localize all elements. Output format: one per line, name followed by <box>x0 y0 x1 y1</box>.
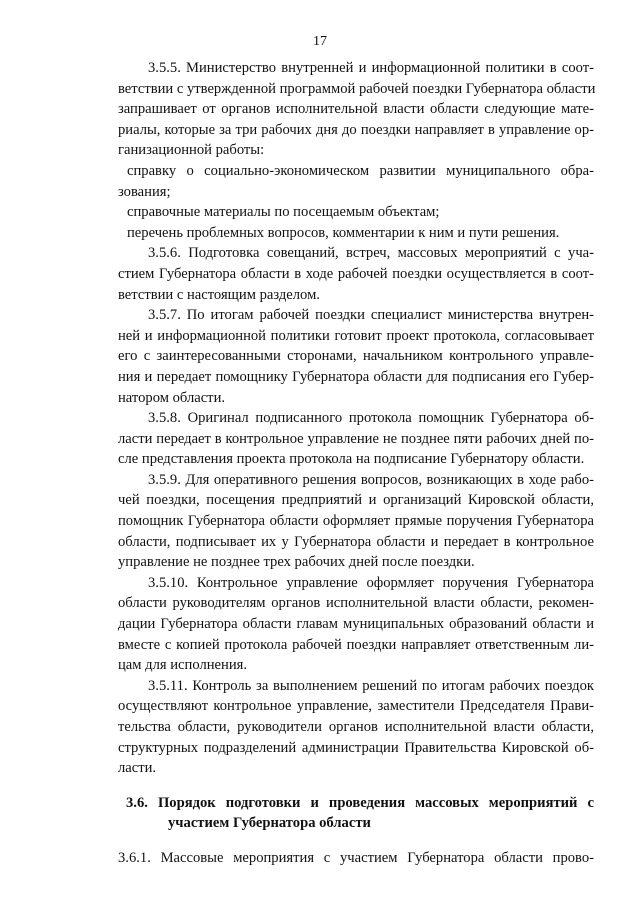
list-item <box>118 161 594 202</box>
text-line: справочные материалы по посещаемым объектам; <box>127 204 440 221</box>
text-line: 3.5.11. Контроль за выполнением решений по итогам рабочих поездок <box>148 677 594 694</box>
text-line: ветствии с настоящим разделом. <box>118 286 320 303</box>
text-line: перечень проблемных вопросов, комментарии к ним и пути решения. <box>127 224 560 241</box>
section-heading-3-6 <box>118 793 594 834</box>
text-line: 3.5.9. Для оперативного решения вопросов, возникающих в ходе рабо- <box>148 471 594 488</box>
text-line: 3.5.7. По итогам рабочей поездки специалист министерства внутрен- <box>148 307 594 324</box>
document-body <box>118 58 594 869</box>
list-item <box>118 223 594 244</box>
text-line: риалы, которые за три рабочих дня до поездки направляет в управление ор- <box>118 121 594 138</box>
spacer <box>118 834 594 848</box>
text-line: дации Губернатора области главам муниципальных образований области и <box>118 616 594 633</box>
text-line: ганизационной работы: <box>118 142 265 159</box>
heading-line: 3.6. Порядок подготовки и проведения массовых мероприятий с <box>126 794 594 811</box>
text-line: структурных подразделений администрации Правительства Кировской об- <box>118 739 594 756</box>
text-line: ласти. <box>118 760 157 777</box>
text-line: области руководителям органов исполнительной власти области, рекомен- <box>118 595 594 612</box>
text-line: тельства области, руководители органов исполнительной власти области, <box>118 719 594 735</box>
text-line: ласти передает в контрольное управление не позднее пяти рабочих дней по- <box>118 430 594 447</box>
text-line: помощник Губернатора области оформляет прямые поручения Губернатора <box>118 513 594 530</box>
paragraph-3-5-10 <box>118 573 594 676</box>
paragraph-3-5-7 <box>118 305 594 408</box>
page-number: 17 <box>313 34 327 49</box>
text-line: ния и передает помощнику Губернатора области для подписания его Губер- <box>118 368 594 385</box>
paragraph-3-6-1 <box>118 848 594 869</box>
text-line: 3.5.5. Министерство внутренней и информационной политики в соот- <box>148 60 594 76</box>
text-line: 3.5.8. Оригинал подписанного протокола помощник Губернатора об- <box>148 410 594 427</box>
paragraph-3-5-6 <box>118 243 594 305</box>
text-line: управление не позднее трех рабочих дней после поездки. <box>118 554 475 571</box>
text-line: зования; <box>118 183 171 200</box>
text-line: ней и информационной политики готовит проект протокола, согласовывает <box>118 327 594 344</box>
text-line: 3.6.1. Массовые мероприятия с участием Губернатора области прово- <box>118 849 594 866</box>
text-line: сле представления проекта протокола на подписание Губернатору области. <box>118 451 585 468</box>
text-line: цам для исполнения. <box>118 657 247 674</box>
paragraph-3-5-8 <box>118 408 594 470</box>
heading-line: участием Губернатора области <box>168 815 371 832</box>
paragraph-3-5-5 <box>118 58 594 161</box>
paragraph-3-5-9 <box>118 470 594 573</box>
text-line: 3.5.6. Подготовка совещаний, встреч, массовых мероприятий с уча- <box>148 245 594 262</box>
text-line: натором области. <box>118 389 226 406</box>
text-line: 3.5.10. Контрольное управление оформляет поручения Губернатора <box>148 574 594 591</box>
list-item <box>118 202 594 223</box>
text-line: ветствии с утвержденной программой рабочей поездки Губернатора области <box>118 80 596 97</box>
text-line: его с заинтересованными сторонами, начальником контрольного управле- <box>118 348 594 365</box>
text-line: осуществляют контрольное управление, заместители Председателя Прави- <box>118 698 594 715</box>
text-line: запрашивает от органов исполнительной власти области следующие мате- <box>118 101 594 118</box>
text-line: области, подписывает их у Губернатора области и передает в контрольное <box>118 533 594 550</box>
text-line: стием Губернатора области в ходе рабочей поездки осуществляется в соот- <box>118 265 594 282</box>
spacer <box>118 779 594 793</box>
paragraph-3-5-11 <box>118 676 594 779</box>
text-line: вместе с копией протокола рабочей поездки направляет ответственным ли- <box>118 636 594 653</box>
text-line: чей поездки, посещения предприятий и организаций Кировской области, <box>118 492 594 509</box>
text-line: справку о социально-экономическом развитии муниципального обра- <box>127 162 594 179</box>
